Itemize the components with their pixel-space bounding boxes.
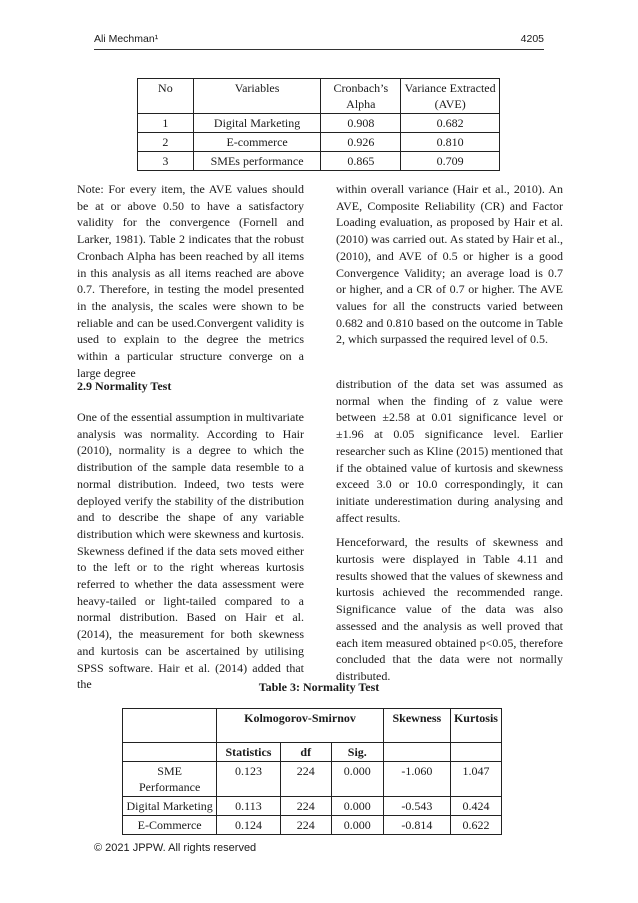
table-cell: -0.814 bbox=[383, 816, 450, 835]
copyright-footer: © 2021 JPPW. All rights reserved bbox=[94, 842, 257, 854]
table-row bbox=[138, 133, 500, 152]
table-cell: E-Commerce bbox=[123, 816, 217, 835]
paragraph: within overall variance (Hair et al., 2010). An AVE, Composite Reliability (CR) and Factor Loading evaluation, as proposed by Hair et al. (2010) was carried out. As stated by Hair et al., (2010), and AVE of 0.5 or higher is a good Convergence Validity; an average load is 0.7 or higher, and a CR of 0.7 or higher. The AVE values for all the constructs varied between 0.682 and 0.810 based on the outcome in Table 2, which surpassed the required level of 0.5. bbox=[336, 182, 563, 347]
table-cell: 0.000 bbox=[331, 762, 383, 797]
right-column-text bbox=[336, 376, 563, 685]
left-column-text bbox=[77, 409, 304, 693]
table-cell: 0.124 bbox=[217, 816, 280, 835]
table-row bbox=[138, 114, 500, 133]
section-heading: 2.9 Normality Test bbox=[77, 379, 172, 393]
table-cell: -0.543 bbox=[383, 797, 450, 816]
table-cell: 0.810 bbox=[401, 133, 500, 152]
table-cell: 0.424 bbox=[450, 797, 501, 816]
table-cell: 0.865 bbox=[321, 152, 401, 171]
table-cell: 0.123 bbox=[217, 762, 280, 797]
table-cell: Digital Marketing bbox=[193, 114, 321, 133]
col-header: Skewness bbox=[383, 709, 450, 743]
header-rule bbox=[94, 49, 544, 50]
paragraph: One of the essential assumption in multivariate analysis was normality. According to Hair (2010), normality is a degree to which the distribution of the sample data resemble to a normal distribution. Indeed, two tests were deployed verify the stability of the distribution and to describe the shape of any variable distribution which were skewness and kurtosis. Skewness defined if the data sets moved either to the left or to the right whereas kurtosis referred to whether the data assessment were heavy-tailed or light-tailed compared to a normal distribution. Based on Hair et al. (2014), the measurement for both skewness and kurtosis can be ascertained by utilising SPSS software. Hair et al. (2014) added that the bbox=[77, 410, 304, 692]
blank-cell bbox=[450, 743, 501, 762]
col-header: Variance Extracted (AVE) bbox=[401, 79, 500, 114]
table-cell: 0.682 bbox=[401, 114, 500, 133]
table-row bbox=[123, 762, 502, 797]
normality-table bbox=[122, 708, 502, 835]
table-cell: 224 bbox=[280, 797, 331, 816]
blank-cell bbox=[383, 743, 450, 762]
table-cell: 0.000 bbox=[331, 816, 383, 835]
paragraph: Note: For every item, the AVE values should be at or above 0.50 to have a satisfactory validity for the convergence (Fornell and Larker, 1981). Table 2 indicates that the robust Cronbach Alpha has been reached by all items in this analysis as all items reached are above 0.7. Therefore, in testing the model presented in the analysis, the scales were shown to be reliable and can be used.Convergent validity is used to explain to the degree the metrics within a particular structure converge on a large degree bbox=[77, 182, 304, 380]
right-column-text bbox=[336, 181, 563, 348]
table-cell: 0.908 bbox=[321, 114, 401, 133]
col-header: df bbox=[280, 743, 331, 762]
col-header: Kolmogorov-Smirnov bbox=[217, 709, 383, 743]
table-cell: SMEs performance bbox=[193, 152, 321, 171]
col-header: Kurtosis bbox=[450, 709, 501, 743]
table-cell: -1.060 bbox=[383, 762, 450, 797]
running-header-author: Ali Mechman¹ bbox=[94, 33, 159, 45]
table-cell: 224 bbox=[280, 762, 331, 797]
table-subheader-row bbox=[123, 743, 502, 762]
col-header: Sig. bbox=[331, 743, 383, 762]
table-cell: 2 bbox=[138, 133, 194, 152]
table-cell: 3 bbox=[138, 152, 194, 171]
col-header: Variables bbox=[193, 79, 321, 114]
table-cell: 0.113 bbox=[217, 797, 280, 816]
col-header: Cronbach’s Alpha bbox=[321, 79, 401, 114]
table-row bbox=[138, 152, 500, 171]
table-cell: 224 bbox=[280, 816, 331, 835]
reliability-table bbox=[137, 78, 500, 171]
paragraph: distribution of the data set was assumed as normal when the finding of z value were between ±2.58 at 0.01 significance level or ±1.96 at 0.05 significance level. Earlier researcher such as Kline (2015) mentioned that if the obtained value of kurtosis and skewness exceed 3.0 or 10.0 correspondingly, it can initiate underestimation during analysing and affect results. bbox=[336, 377, 563, 525]
col-header: No bbox=[138, 79, 194, 114]
paragraph: Henceforward, the results of skewness and kurtosis were displayed in Table 4.11 and results showed that the values of skewness and kurtosis achieved the recommended range. Significance value of the data was also assessed and the analysis as well proved that each item measured obtained p<0.05, therefore concluded that the data were not normally distributed. bbox=[336, 535, 563, 683]
table-cell: E-commerce bbox=[193, 133, 321, 152]
table-caption: Table 3: Normality Test bbox=[258, 680, 380, 694]
table-cell: SME Performance bbox=[123, 762, 217, 797]
left-column-text bbox=[77, 181, 304, 381]
blank-cell bbox=[123, 709, 217, 743]
table-cell: 1 bbox=[138, 114, 194, 133]
table-cell: Digital Marketing bbox=[123, 797, 217, 816]
table-cell: 0.000 bbox=[331, 797, 383, 816]
blank-cell bbox=[123, 743, 217, 762]
table-row bbox=[123, 816, 502, 835]
table-cell: 0.709 bbox=[401, 152, 500, 171]
table-header-row bbox=[138, 79, 500, 114]
col-header: Statistics bbox=[217, 743, 280, 762]
table-cell: 0.926 bbox=[321, 133, 401, 152]
table-cell: 1.047 bbox=[450, 762, 501, 797]
table-header-row bbox=[123, 709, 502, 743]
page-number: 4205 bbox=[520, 33, 544, 45]
table-row bbox=[123, 797, 502, 816]
table-cell: 0.622 bbox=[450, 816, 501, 835]
